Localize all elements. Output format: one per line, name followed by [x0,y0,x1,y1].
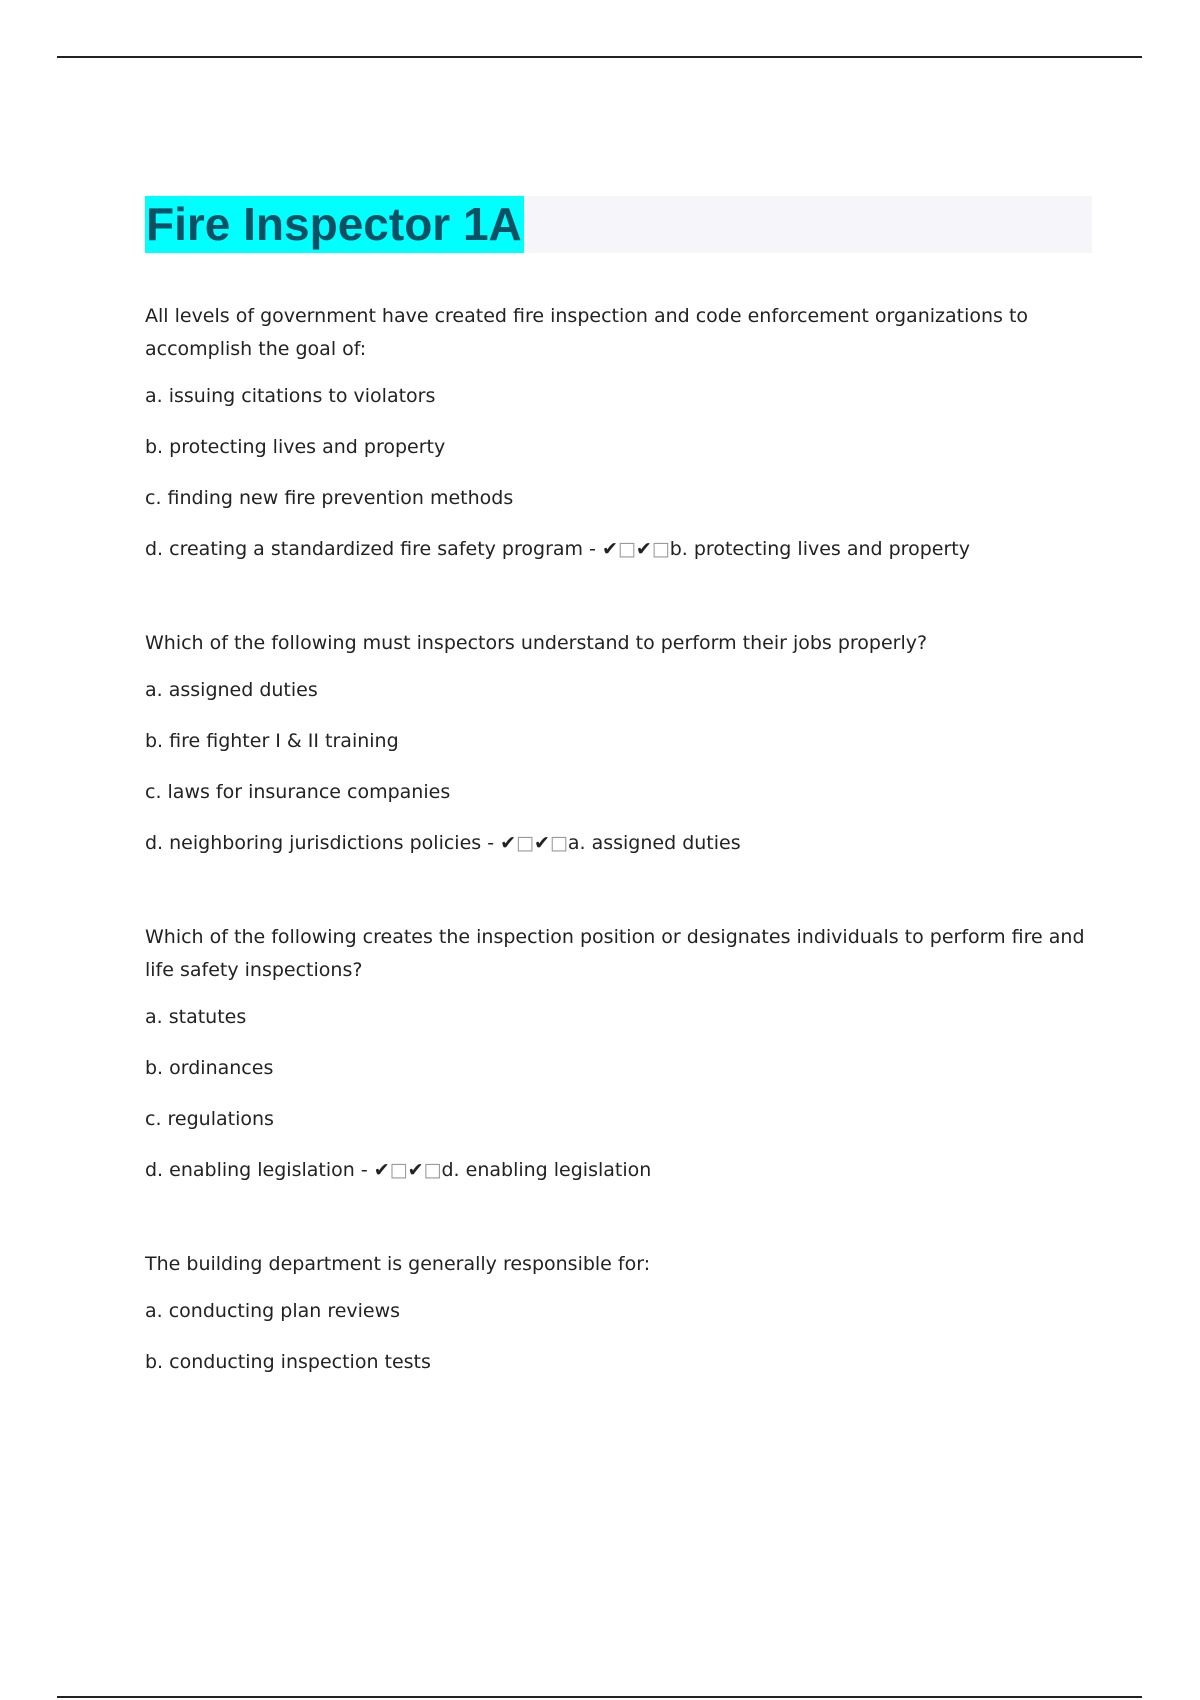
answer-option: a. assigned duties [145,679,318,701]
check-icon: ✔ [500,832,517,854]
answer-option-with-key [145,533,1093,566]
check-icon: ✔ [407,1159,424,1181]
box-icon: □ [423,1159,442,1181]
answer-option-with-key [145,1154,1093,1187]
answer-option-text: d. enabling legislation - [145,1159,368,1181]
check-icon: ✔ [635,538,652,560]
check-icon: ✔ [373,1159,390,1181]
check-icon: ✔ [533,832,550,854]
top-rule [57,56,1142,58]
box-icon: □ [389,1159,408,1181]
correct-answer: d. enabling legislation [441,1159,652,1181]
box-icon: □ [549,832,568,854]
answer-option: c. finding new fire prevention methods [145,487,514,509]
question-text: Which of the following creates the inspection position or designates individuals to perform fire and life safety inspections? [145,926,1085,981]
question-text: Which of the following must inspectors understand to perform their jobs properly? [145,632,928,654]
answer-option-text: d. creating a standardized fire safety program - [145,538,596,560]
correct-answer: b. protecting lives and property [669,538,970,560]
answer-option: a. statutes [145,1006,247,1028]
box-icon: □ [516,832,534,854]
answer-option-text: d. neighboring jurisdictions policies - [145,832,495,854]
question-list [145,300,1093,1440]
question-text: The building department is generally responsible for: [145,1253,651,1275]
answer-option: b. fire fighter I & II training [145,730,399,752]
question-block [145,627,1093,860]
answer-option: a. conducting plan reviews [145,1300,401,1322]
answer-option: b. ordinances [145,1057,274,1079]
answer-option: a. issuing citations to violators [145,385,436,407]
answer-option: c. laws for insurance companies [145,781,451,803]
answer-option: b. conducting inspection tests [145,1351,431,1373]
check-icon: ✔ [601,538,618,560]
box-icon: □ [617,538,636,560]
question-text: All levels of government have created fire inspection and code enforcement organizations to accomplish the goal of: [145,305,1029,360]
correct-answer: a. assigned duties [567,832,741,854]
bottom-rule [57,1696,1142,1698]
question-block [145,1248,1093,1379]
answer-option-with-key [145,827,1093,860]
question-block [145,300,1093,566]
document-title: Fire Inspector 1A [145,196,524,253]
answer-option: b. protecting lives and property [145,436,446,458]
question-block [145,921,1093,1187]
box-icon: □ [651,538,670,560]
answer-option: c. regulations [145,1108,274,1130]
